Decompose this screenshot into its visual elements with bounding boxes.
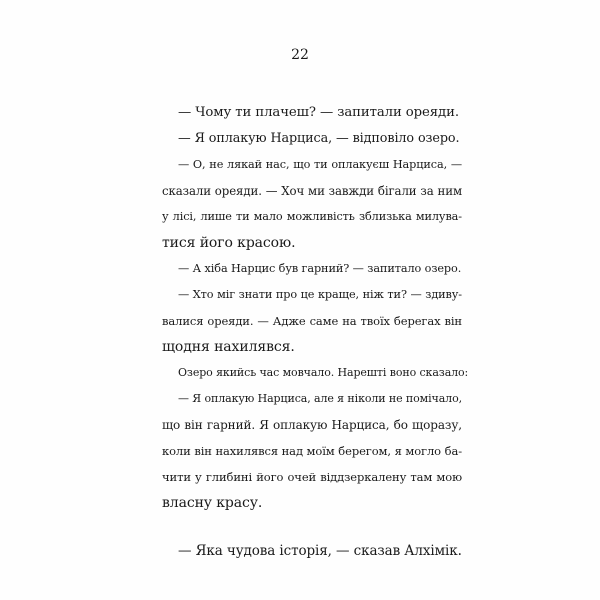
text-line: валися ореяди. — Адже саме на твоїх берегах він bbox=[162, 314, 462, 328]
text-line: — О, не лякай нас, що ти оплакуєш Нарциса, — bbox=[178, 158, 462, 171]
paragraph bbox=[162, 256, 462, 282]
text-line: що він гарний. Я оплакую Нарциса, бо щоразу, bbox=[162, 418, 462, 432]
text-line: власну красу. bbox=[162, 495, 263, 511]
closing-line: — Яка чудова історія, — сказав Алхімік. bbox=[178, 543, 462, 559]
paragraph bbox=[162, 282, 462, 360]
text-line: тися його красою. bbox=[162, 235, 296, 251]
text-line: — А хіба Нарцис був гарний? — запитало озеро. bbox=[178, 262, 462, 275]
body-text bbox=[162, 100, 469, 564]
text-line: чити у глибині його очей віддзеркалену там мою bbox=[162, 470, 462, 484]
page-number: 22 bbox=[291, 47, 309, 63]
text-line: — Хто міг знати про це краще, ніж ти? — здиву- bbox=[178, 288, 462, 301]
paragraph bbox=[162, 360, 469, 386]
text-line: щодня нахилявся. bbox=[162, 339, 295, 355]
text-line: — Чому ти плачеш? — запитали ореяди. bbox=[178, 105, 459, 120]
paragraph bbox=[162, 152, 462, 256]
text-line: Озеро якийсь час мовчало. Нарешті воно сказало: bbox=[178, 366, 469, 379]
paragraph bbox=[162, 126, 462, 152]
paragraph bbox=[162, 100, 462, 126]
text-line: у лісі, лише ти мало можливість зблизька милува- bbox=[162, 210, 462, 223]
text-line: коли він нахилявся над моїм берегом, я могло ба- bbox=[162, 444, 462, 458]
text-line: сказали ореяди. — Хоч ми завжди бігали за ним bbox=[162, 184, 462, 198]
text-line: — Я оплакую Нарциса, але я ніколи не помічало, bbox=[178, 392, 462, 405]
paragraph bbox=[162, 386, 462, 516]
section-gap bbox=[162, 516, 462, 538]
text-line: — Я оплакую Нарциса, — відповіло озеро. bbox=[178, 131, 460, 146]
